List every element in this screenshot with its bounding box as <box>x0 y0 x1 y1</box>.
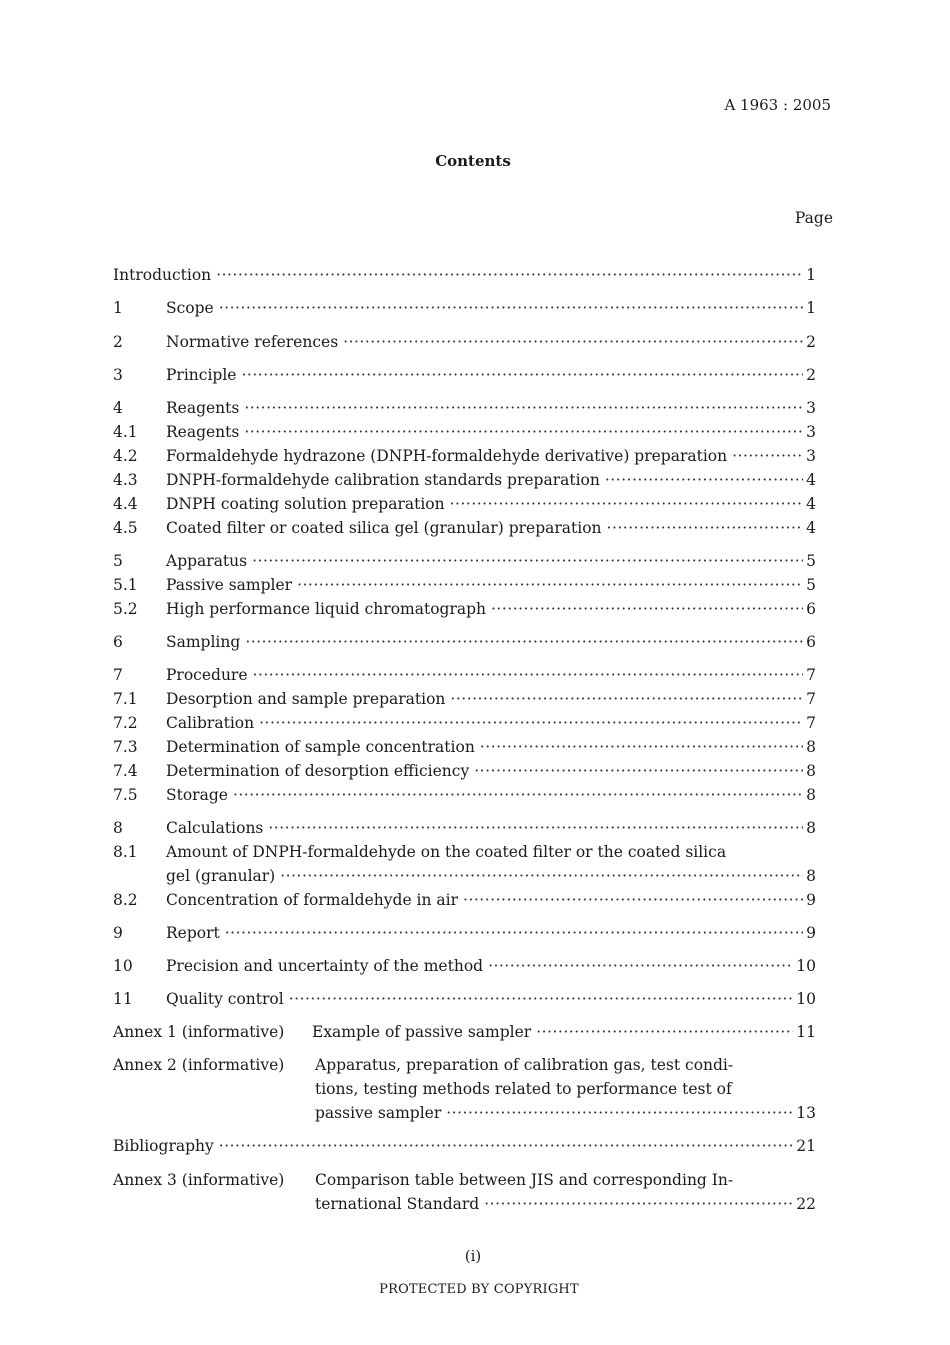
toc-entry-number: 4.5 <box>113 519 138 537</box>
toc-entry-7-2[interactable] <box>113 711 816 735</box>
toc-entry-title: Formaldehyde hydrazone (DNPH-formaldehyde derivative) preparation <box>166 447 728 465</box>
toc-entry-page: 4 <box>806 519 816 537</box>
toc-entry-page: 9 <box>806 924 816 942</box>
toc-entry-title: Bibliography <box>113 1137 214 1155</box>
dot-leader <box>484 1192 793 1216</box>
toc-entry-number: 7 <box>113 666 123 684</box>
toc-entry-page: 3 <box>806 447 816 465</box>
toc-entry-5[interactable] <box>113 549 816 573</box>
toc-entry-annex-1[interactable] <box>113 1020 816 1044</box>
toc-entry-title-continued: tions, testing methods related to performance test of <box>315 1080 732 1098</box>
dot-leader <box>225 921 803 945</box>
dot-leader <box>233 783 803 807</box>
toc-entry-number: 8 <box>113 819 123 837</box>
toc-entry-number: 11 <box>113 990 133 1008</box>
toc-entry-title-continued: ternational Standard <box>315 1195 480 1213</box>
toc-entry-8-2[interactable] <box>113 888 816 912</box>
dot-leader <box>252 549 803 573</box>
page-title: Contents <box>435 152 511 170</box>
dot-leader <box>607 516 804 540</box>
toc-entry-4-3[interactable] <box>113 468 816 492</box>
toc-entry-title: Sampling <box>166 633 241 651</box>
dot-leader <box>289 987 794 1011</box>
toc-entry-4-1[interactable] <box>113 420 816 444</box>
toc-entry-number: 7.3 <box>113 738 138 756</box>
toc-entry-8[interactable] <box>113 816 816 840</box>
toc-entry-page: 10 <box>796 990 816 1008</box>
annex-label: Annex 1 (informative) <box>113 1023 285 1041</box>
toc-entry-7-5[interactable] <box>113 783 816 807</box>
toc-entry-annex-3[interactable] <box>113 1192 816 1216</box>
toc-entry-number: 4.4 <box>113 495 138 513</box>
footer-page-number: (i) <box>464 1247 482 1265</box>
toc-entry-title: Concentration of formaldehyde in air <box>166 891 459 909</box>
toc-entry-4-2[interactable] <box>113 444 816 468</box>
dot-leader <box>244 420 803 444</box>
dot-leader <box>450 687 803 711</box>
footer-copyright: PROTECTED BY COPYRIGHT <box>379 1282 579 1297</box>
toc-entry-number: 7.1 <box>113 690 138 708</box>
toc-entry-title: Introduction <box>113 266 212 284</box>
dot-leader <box>241 363 803 387</box>
annex-label: Annex 2 (informative) <box>113 1056 285 1074</box>
toc-entry-page: 4 <box>806 471 816 489</box>
toc-entry-page: 4 <box>806 495 816 513</box>
dot-leader <box>245 630 803 654</box>
toc-entry-number: 4.1 <box>113 423 138 441</box>
toc-entry-1[interactable] <box>113 296 816 320</box>
toc-entry-title: Storage <box>166 786 228 804</box>
dot-leader <box>343 330 803 354</box>
toc-entry-title: Comparison table between JIS and corresponding In- <box>315 1171 734 1189</box>
toc-entry-page: 8 <box>806 819 816 837</box>
toc-entry-number: 4 <box>113 399 123 417</box>
toc-entry-annex-2-line-1[interactable] <box>113 1053 733 1077</box>
toc-entry-number: 10 <box>113 957 133 975</box>
toc-entry-number: 7.4 <box>113 762 138 780</box>
dot-leader <box>244 396 803 420</box>
toc-entry-number: 8.2 <box>113 891 138 909</box>
dot-leader <box>450 492 804 516</box>
toc-entry-annex-2[interactable] <box>113 1101 816 1125</box>
toc-entry-page: 7 <box>806 666 816 684</box>
toc-entry-title: Amount of DNPH-formaldehyde on the coated filter or the coated silica <box>166 843 727 861</box>
toc-entry-number: 9 <box>113 924 123 942</box>
toc-entry-number: 5.1 <box>113 576 138 594</box>
toc-entry-11[interactable] <box>113 987 816 1011</box>
toc-entry-title: Coated filter or coated silica gel (granular) preparation <box>166 519 602 537</box>
toc-entry-title-continued: passive sampler <box>315 1104 442 1122</box>
toc-entry-title: Apparatus <box>166 552 248 570</box>
toc-entry-page: 1 <box>806 299 816 317</box>
toc-entry-page: 8 <box>806 762 816 780</box>
dot-leader <box>219 296 803 320</box>
toc-entry-number: 2 <box>113 333 123 351</box>
dot-leader <box>488 954 793 978</box>
toc-entry-7-4[interactable] <box>113 759 816 783</box>
toc-entry-title: High performance liquid chromatograph <box>166 600 486 618</box>
toc-entry-number: 8.1 <box>113 843 138 861</box>
toc-entry-page: 5 <box>806 576 816 594</box>
toc-entry-number: 6 <box>113 633 123 651</box>
toc-entry-3[interactable] <box>113 363 816 387</box>
toc-entry-page: 2 <box>806 333 816 351</box>
toc-entry-8-1[interactable] <box>113 864 816 888</box>
toc-entry-page: 22 <box>796 1195 816 1213</box>
toc-entry-page: 7 <box>806 714 816 732</box>
toc-entry-title: Example of passive sampler <box>312 1023 532 1041</box>
dot-leader <box>253 663 804 687</box>
toc-entry-title: Precision and uncertainty of the method <box>166 957 484 975</box>
dot-leader <box>219 1134 794 1158</box>
toc-entry-title: Normative references <box>166 333 339 351</box>
dot-leader <box>446 1101 793 1125</box>
toc-entry-number: 4.3 <box>113 471 138 489</box>
toc-entry-6[interactable] <box>113 630 816 654</box>
document-id: A 1963 : 2005 <box>724 96 831 114</box>
dot-leader <box>463 888 803 912</box>
toc-entry-annex-3-line-1[interactable] <box>113 1168 733 1192</box>
dot-leader <box>732 444 803 468</box>
toc-entry-page: 5 <box>806 552 816 570</box>
toc-entry-number: 7.5 <box>113 786 138 804</box>
toc-entry-bibliography[interactable] <box>113 1134 816 1158</box>
toc-entry-9[interactable] <box>113 921 816 945</box>
toc-entry-page: 8 <box>806 786 816 804</box>
toc-entry-page: 11 <box>796 1023 816 1041</box>
toc-entry-title: Apparatus, preparation of calibration gas, test condi- <box>315 1056 734 1074</box>
toc-entry-number: 3 <box>113 366 123 384</box>
toc-entry-4-5[interactable] <box>113 516 816 540</box>
page-column-label: Page <box>794 209 833 227</box>
toc-entry-title: Reagents <box>166 423 240 441</box>
toc-entry-page: 9 <box>806 891 816 909</box>
annex-label: Annex 3 (informative) <box>113 1171 285 1189</box>
toc-entry-number: 5.2 <box>113 600 138 618</box>
toc-entry-7-3[interactable] <box>113 735 816 759</box>
dot-leader <box>536 1020 793 1044</box>
toc-entry-title: Principle <box>166 366 237 384</box>
dot-leader <box>605 468 803 492</box>
toc-entry-title: DNPH-formaldehyde calibration standards preparation <box>166 471 600 489</box>
dot-leader <box>259 711 803 735</box>
toc-entry-number: 4.2 <box>113 447 138 465</box>
toc-entry-page: 13 <box>796 1104 816 1122</box>
toc-entry-introduction[interactable] <box>113 263 816 287</box>
toc-entry-page: 6 <box>806 633 816 651</box>
toc-entry-title: Procedure <box>166 666 248 684</box>
toc-entry-page: 21 <box>796 1137 816 1155</box>
toc-entry-10[interactable] <box>113 954 816 978</box>
toc-entry-number: 7.2 <box>113 714 138 732</box>
dot-leader <box>491 597 803 621</box>
toc-entry-4-4[interactable] <box>113 492 816 516</box>
toc-entry-title: Scope <box>166 299 214 317</box>
toc-entry-8-1-first-line[interactable] <box>113 840 726 864</box>
toc-entry-page: 8 <box>806 738 816 756</box>
toc-entry-7[interactable] <box>113 663 816 687</box>
toc-entry-2[interactable] <box>113 330 816 354</box>
toc-entry-page: 7 <box>806 690 816 708</box>
toc-entry-page: 3 <box>806 423 816 441</box>
toc-entry-page: 8 <box>806 867 816 885</box>
toc-entry-5-1[interactable] <box>113 573 816 597</box>
toc-entry-title-continued: gel (granular) <box>166 867 276 885</box>
toc-entry-title: Desorption and sample preparation <box>166 690 446 708</box>
toc-entry-title: Reagents <box>166 399 240 417</box>
dot-leader <box>280 864 803 888</box>
toc-entry-title: Calculations <box>166 819 264 837</box>
toc-entry-title: DNPH coating solution preparation <box>166 495 445 513</box>
toc-entry-annex-2-line-2 <box>315 1077 732 1101</box>
toc-entry-page: 10 <box>796 957 816 975</box>
toc-entry-title: Passive sampler <box>166 576 293 594</box>
toc-entry-title: Quality control <box>166 990 284 1008</box>
toc-entry-page: 3 <box>806 399 816 417</box>
dot-leader <box>216 263 803 287</box>
toc-entry-number: 1 <box>113 299 123 317</box>
toc-entry-title: Calibration <box>166 714 255 732</box>
dot-leader <box>297 573 803 597</box>
toc-entry-4[interactable] <box>113 396 816 420</box>
toc-entry-7-1[interactable] <box>113 687 816 711</box>
toc-entry-page: 6 <box>806 600 816 618</box>
dot-leader <box>474 759 803 783</box>
toc-entry-title: Determination of sample concentration <box>166 738 475 756</box>
toc-entry-page: 1 <box>806 266 816 284</box>
toc-entry-title: Determination of desorption efficiency <box>166 762 470 780</box>
dot-leader <box>268 816 803 840</box>
toc-entry-page: 2 <box>806 366 816 384</box>
toc-entry-5-2[interactable] <box>113 597 816 621</box>
dot-leader <box>480 735 803 759</box>
toc-entry-title: Report <box>166 924 220 942</box>
toc-entry-number: 5 <box>113 552 123 570</box>
